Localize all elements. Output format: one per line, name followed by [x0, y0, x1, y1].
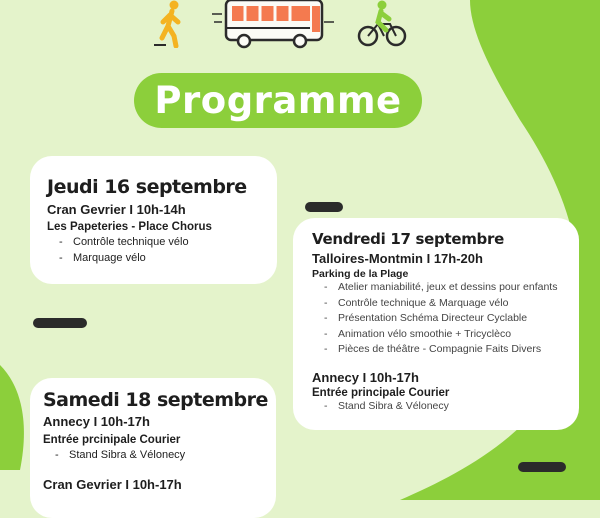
samedi-location: Entrée prcinipale Courier: [43, 434, 181, 446]
jeudi-list: [47, 234, 247, 266]
samedi-place-2: Cran Gevrier I 10h-17h: [43, 477, 182, 492]
vendredi-card: [293, 218, 579, 430]
list-item: - Stand Sibra & Vélonecy: [312, 399, 557, 415]
vendredi-place: Talloires-Montmin I 17h-20h: [312, 251, 483, 266]
list-item: - Animation vélo smoothie + Tricyclèco: [312, 327, 557, 343]
jeudi-location: Les Papeteries - Place Chorus: [47, 221, 212, 233]
jeudi-card: [30, 156, 277, 284]
divider-dash: [518, 462, 566, 472]
list-item: - Présentation Schéma Directeur Cyclable: [312, 311, 557, 327]
list-item: - Stand Sibra & Vélonecy: [43, 447, 268, 463]
vendredi-location: Parking de la Plage: [312, 268, 409, 280]
list-item: - Contrôle technique & Marquage vélo: [312, 296, 557, 312]
bus-icon: [212, 0, 337, 50]
cyclist-icon: [356, 0, 408, 50]
jeudi-place: Cran Gevrier I 10h-14h: [47, 202, 186, 217]
samedi-list: [43, 447, 268, 463]
pedestrian-icon: [148, 0, 193, 48]
list-item: - Contrôle technique vélo: [47, 234, 247, 250]
vendredi-place-2: Annecy I 10h-17h: [312, 369, 419, 385]
vendredi-location-2: Entrée principale Courier: [312, 386, 450, 399]
samedi-card: [30, 378, 276, 518]
jeudi-day: Jeudi 16 septembre: [47, 176, 247, 198]
divider-dash: [33, 318, 87, 328]
programme-title: Programme: [134, 73, 422, 128]
list-item: - Pièces de théâtre - Compagnie Faits Divers: [312, 342, 557, 358]
vendredi-list: [312, 280, 557, 358]
list-item: - Marquage vélo: [47, 250, 247, 266]
vendredi-list-2: [312, 399, 557, 415]
list-item: - Atelier maniabilité, jeux et dessins pour enfants: [312, 280, 557, 296]
samedi-day: Samedi 18 septembre: [43, 389, 268, 411]
divider-dash: [305, 202, 343, 212]
samedi-place: Annecy I 10h-17h: [43, 414, 150, 429]
vendredi-day: Vendredi 17 septembre: [312, 230, 504, 248]
